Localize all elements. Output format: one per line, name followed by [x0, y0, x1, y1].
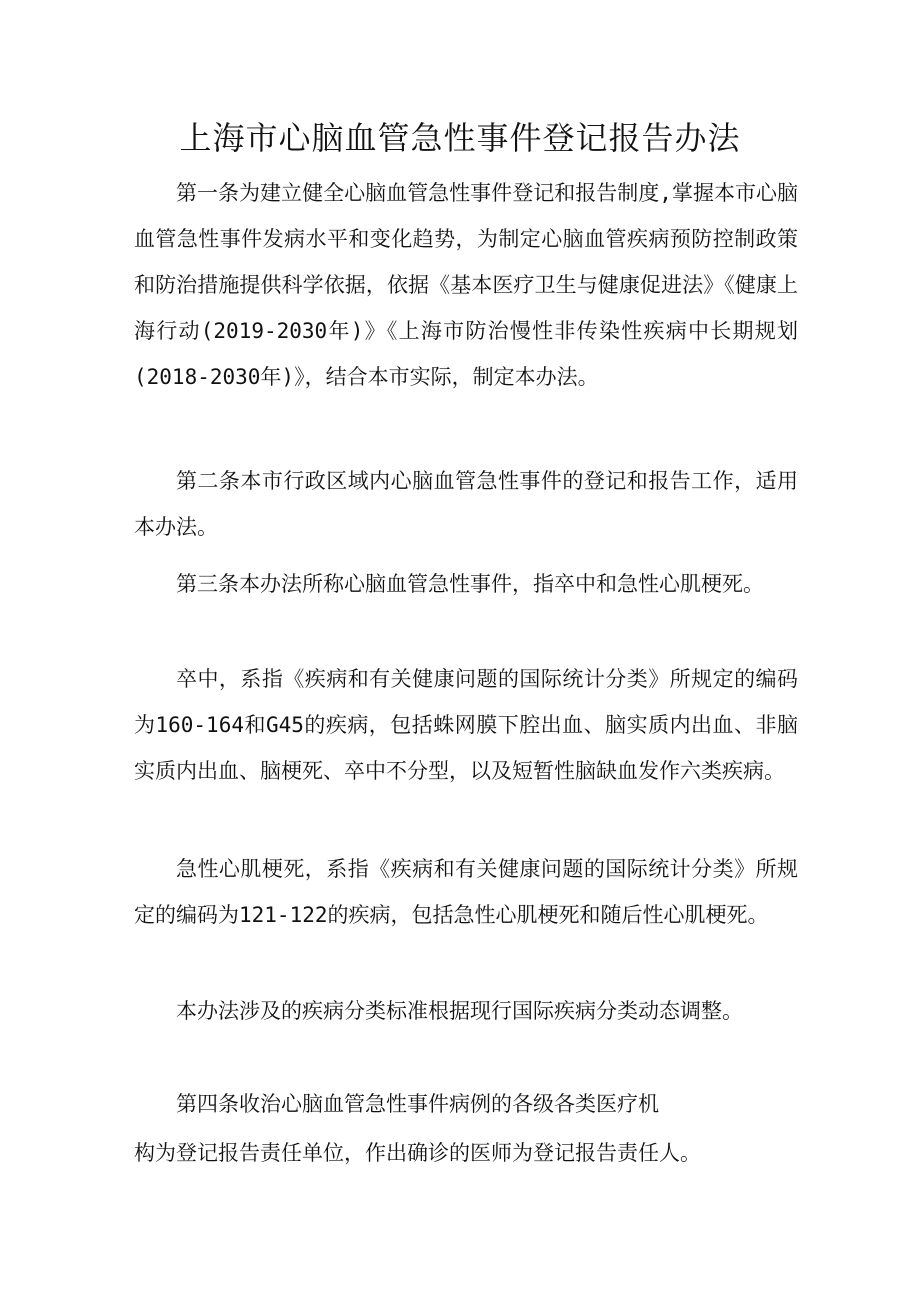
- article-2-paragraph: 第二条本市行政区域内心脑血管急性事件的登记和报告工作，适用本办法。: [134, 469, 798, 539]
- stroke-definition-paragraph: 卒中，系指《疾病和有关健康问题的国际统计分类》所规定的编码为160-164和G45的疾病，包括蛛网膜下腔出血、脑实质内出血、非脑实质内出血、脑梗死、卒中不分型，以及短暂性脑缺血发作六类疾病。: [134, 667, 798, 783]
- article-3-paragraph: 第三条本办法所称心脑血管急性事件，指卒中和急性心肌梗死。: [176, 572, 764, 596]
- article-4-paragraph-line2: 构为登记报告责任单位，作出确诊的医师为登记报告责任人。: [134, 1141, 701, 1165]
- article-4-paragraph-line1: 第四条收治心脑血管急性事件病例的各级各类医疗机: [176, 1092, 659, 1116]
- classification-paragraph: 本办法涉及的疾病分类标准根据现行国际疾病分类动态调整。: [176, 999, 743, 1023]
- document-title: 上海市心脑血管急性事件登记报告办法: [179, 119, 741, 157]
- article-1-paragraph: 第一条为建立健全心脑血管急性事件登记和报告制度,掌握本市心脑血管急性事件发病水平和变化趋势，为制定心脑血管疾病预防控制政策和防治措施提供科学依据，依据《基本医疗卫生与健康促进法》《健康上海行动(2019-2030年)》《上海市防治慢性非传染性疾病中长期规划(2018-2030年)》，结合本市实际，制定本办法。: [134, 181, 798, 389]
- mi-definition-paragraph: 急性心肌梗死，系指《疾病和有关健康问题的国际统计分类》所规定的编码为121-122的疾病，包括急性心肌梗死和随后性心肌梗死。: [134, 857, 798, 927]
